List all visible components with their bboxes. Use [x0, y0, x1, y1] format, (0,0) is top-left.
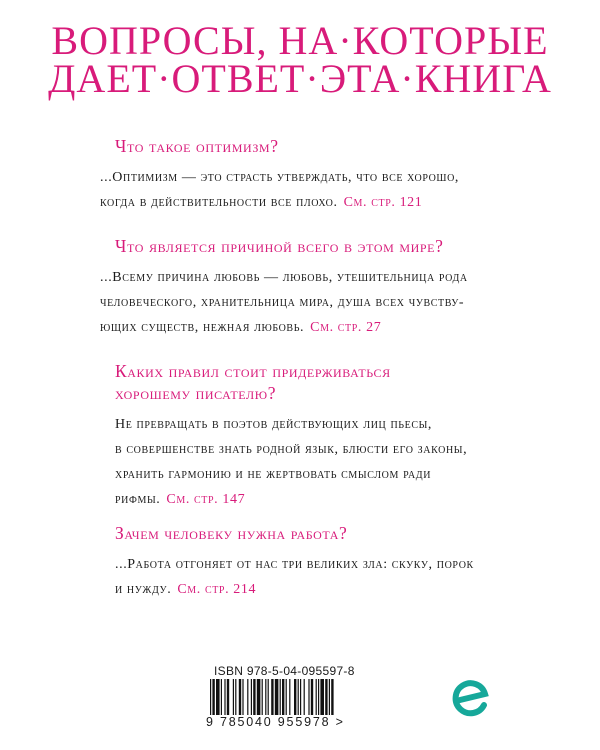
title-line-1: ВОПРОСЫ, НА·КОТОРЫЕ: [51, 18, 549, 63]
isbn-label: ISBN 978-5-04-095597-8: [214, 664, 355, 678]
question-3: [115, 360, 545, 404]
page-ref-2: См. стр. 27: [310, 320, 382, 335]
barcode-bar: [262, 679, 263, 715]
barcode-bar: [247, 679, 248, 715]
barcode-bar: [331, 679, 333, 715]
barcode-bar: [318, 679, 319, 715]
book-title: [0, 18, 600, 101]
answer-3-line-4: рифмы.: [115, 492, 161, 507]
barcode-bar: [242, 679, 243, 715]
barcode-bar: [212, 679, 214, 715]
barcode-bar: [239, 679, 241, 715]
answer-4-line-1: ...Работа отгоняет от нас три великих зла: скуку, порок: [115, 557, 474, 572]
question-2: Что является причиной всего в этом мире?: [115, 236, 444, 256]
barcode-bar: [304, 679, 305, 715]
barcode-bar: [271, 679, 273, 715]
answer-2: [100, 265, 545, 340]
answer-3: [115, 412, 545, 512]
barcode-bar: [210, 679, 211, 715]
barcode: [206, 664, 386, 734]
answer-3-line-2: в совершенстве знать родной язык, блюсти его законы,: [115, 442, 468, 457]
answer-1: [100, 165, 545, 215]
barcode-bar: [233, 679, 234, 715]
barcode-bar: [257, 679, 261, 715]
barcode-bar: [224, 679, 225, 715]
barcode-bar: [275, 679, 279, 715]
question-1: Что такое оптимизм?: [115, 136, 279, 156]
barcode-bar: [294, 679, 296, 715]
answer-2-line-1: ...Всему причина любовь — любовь, утешительница рода: [100, 270, 468, 285]
answer-2-line-2: человеческого, хранительница мира, душа всех чувству-: [100, 295, 465, 310]
barcode-bar: [300, 679, 301, 715]
answer-1-line-1: ...Оптимизм — это страсть утверждать, что все хорошо,: [100, 170, 460, 185]
barcode-bar: [329, 679, 330, 715]
barcode-bar: [216, 679, 220, 715]
question-3-line-2: хорошему писателю?: [115, 383, 277, 403]
title-line-2: ДАЕТ·ОТВЕТ·ЭТА·КНИГА: [48, 56, 552, 101]
barcode-bar: [265, 679, 266, 715]
barcode-digits: 9 785040 955978 >: [206, 715, 345, 729]
qa-block-4: [115, 522, 545, 602]
qa-block-1: [100, 135, 545, 215]
barcode-bar: [316, 679, 317, 715]
barcode-bar: [282, 679, 284, 715]
answer-2-line-3: ющих существ, нежная любовь.: [100, 320, 305, 335]
page-ref-1: См. стр. 121: [343, 195, 423, 210]
answer-3-line-1: Не превращать в поэтов действующих лиц пьесы,: [115, 417, 433, 432]
barcode-bar: [227, 679, 229, 715]
barcode-bar: [268, 679, 269, 715]
barcode-bar: [221, 679, 222, 715]
qa-block-2: [100, 235, 545, 340]
answer-3-line-3: хранить гармонию и не жертвовать смыслом ради: [115, 467, 432, 482]
question-4: Зачем человеку нужна работа?: [115, 523, 348, 543]
barcode-bar: [308, 679, 309, 715]
barcode-bar: [235, 679, 236, 715]
barcode-bar: [325, 679, 327, 715]
barcode-bar: [280, 679, 281, 715]
barcode-bar: [251, 679, 252, 715]
barcode-bar: [289, 679, 290, 715]
qa-block-3: [115, 360, 545, 512]
barcode-bar: [253, 679, 255, 715]
barcode-bar: [298, 679, 299, 715]
page-ref-4: См. стр. 214: [177, 582, 257, 597]
e-logo-icon: [448, 678, 492, 722]
question-3-line-1: Каких правил стоит придерживаться: [115, 361, 391, 381]
answer-4: [115, 552, 545, 602]
barcode-bar: [320, 679, 324, 715]
page-ref-3: См. стр. 147: [166, 492, 246, 507]
barcode-bar: [286, 679, 287, 715]
answer-1-line-2: когда в действительности все плохо.: [100, 195, 338, 210]
barcode-bars: [210, 679, 386, 719]
barcode-bar: [311, 679, 313, 715]
answer-4-line-2: и нужду.: [115, 582, 172, 597]
